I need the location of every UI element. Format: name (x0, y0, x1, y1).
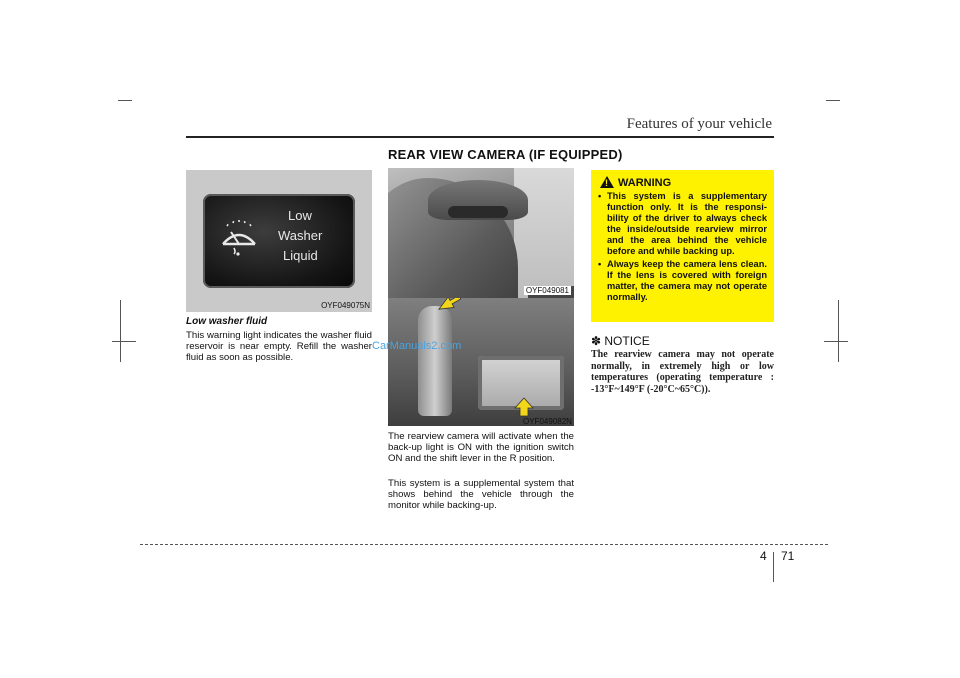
camera-paragraph-1: The rearview camera will activate when the back-up light is ON with the ignition switch ON and the shift lever in the R position. (388, 431, 574, 465)
arrow-icon (388, 168, 574, 298)
section-heading: REAR VIEW CAMERA (IF EQUIPPED) (388, 147, 623, 162)
footer-rule (140, 544, 828, 545)
page-chapter: 4 (760, 549, 767, 563)
display-line-washer: Washer (278, 228, 323, 243)
washer-caption: Low washer fluid (186, 316, 268, 327)
crop-mark (120, 300, 121, 362)
washer-fluid-icon (217, 214, 261, 258)
page-number: 71 (781, 549, 795, 563)
camera-paragraph-2: This system is a supplemental system that shows behind the vehicle through the monitor while backing-up. (388, 478, 574, 512)
display-line-low: Low (288, 208, 312, 223)
figure-code: OYF049075N (321, 301, 370, 310)
crop-mark (838, 300, 839, 362)
crop-mark (824, 341, 848, 342)
warning-title: WARNING (618, 177, 672, 189)
warning-item: • This system is a supplementary function only. It is the responsi-bility of the driver to always check the inside/outside rearview mirror and the area behind the vehicle before and while backing up. (597, 191, 767, 257)
watermark: CarManuals2.com (372, 340, 462, 352)
notice-text: The rearview camera may not operate normally, in extremely high or low temperatures (operating temperature : -13°F~149°F (-20°C~65°C)). (591, 349, 774, 395)
cluster-display (203, 194, 355, 288)
console-figure (388, 298, 574, 426)
crop-mark (112, 341, 136, 342)
washer-figure (186, 170, 372, 312)
crop-mark (773, 552, 774, 582)
arrow-icon (388, 298, 574, 426)
page-header-title: Features of your vehicle (626, 116, 772, 132)
crop-mark (118, 100, 132, 101)
warning-triangle-icon (600, 176, 614, 188)
warning-list (597, 191, 767, 305)
figure-code: OYF049082N (523, 417, 572, 426)
car-rear-figure (388, 168, 574, 298)
notice-title: ✽ NOTICE (591, 334, 650, 348)
figure-code: OYF049081 (525, 286, 569, 295)
header-rule (186, 136, 774, 138)
warning-item: • Always keep the camera lens clean. If the lens is covered with foreign matter, the camera may not operate normally. (597, 259, 767, 303)
crop-mark (826, 100, 840, 101)
display-line-liquid: Liquid (283, 248, 318, 263)
washer-body-text: This warning light indicates the washer fluid reservoir is near empty. Refill the washer fluid as soon as possible. (186, 330, 372, 364)
warning-box (591, 170, 774, 322)
